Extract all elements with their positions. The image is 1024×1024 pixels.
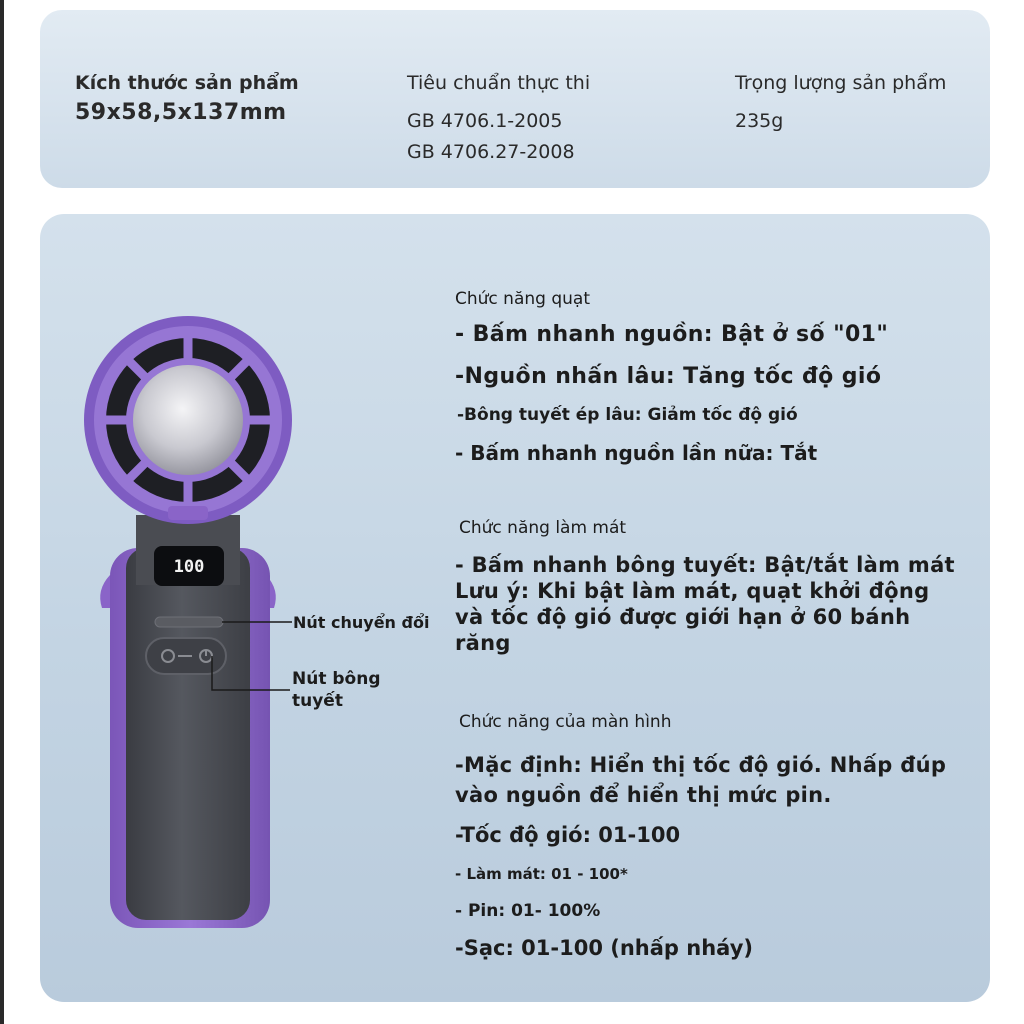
spec-weight-label: Trọng lượng sản phẩm [735, 72, 947, 94]
switch-button[interactable] [155, 617, 223, 627]
spec-standard-label: Tiêu chuẩn thực thi [407, 72, 591, 94]
spec-standard-value: GB 4706.27-2008 [407, 141, 575, 163]
screen-function-title: Chức năng của màn hình [459, 712, 672, 732]
fan-function-line: -Nguồn nhấn lâu: Tăng tốc độ gió [455, 364, 882, 389]
fan-function-line: - Bấm nhanh nguồn lần nữa: Tắt [455, 441, 818, 465]
metal-cooling-plate [133, 365, 243, 475]
screen-function-line: -Tốc độ gió: 01-100 [455, 823, 681, 847]
fan-head [84, 316, 292, 524]
spec-size-value: 59x58,5x137mm [75, 100, 287, 125]
spec-weight-value: 235g [735, 110, 784, 132]
fan-function-line: -Bông tuyết ép lâu: Giảm tốc độ gió [457, 405, 798, 425]
cooling-function-title: Chức năng làm mát [459, 518, 627, 538]
display-value: 100 [173, 557, 205, 577]
screen-function-line: - Làm mát: 01 - 100* [455, 865, 628, 883]
screen-function-line: -Sạc: 01-100 (nhấp nháy) [455, 936, 753, 960]
spec-size-label: Kích thước sản phẩm [75, 72, 299, 94]
screen-function-line: - Pin: 01- 100% [455, 901, 601, 921]
fan-function-title: Chức năng quạt [455, 289, 590, 309]
callout-snowflake-button: Nút bông tuyết [292, 669, 381, 711]
screen-function-default: -Mặc định: Hiển thị tốc độ gió. Nhấp đúp vào nguồn để hiển thị mức pin. [455, 753, 947, 807]
fan-function-line: - Bấm nhanh nguồn: Bật ở số "01" [455, 322, 889, 347]
callout-switch-button: Nút chuyển đổi [293, 613, 430, 632]
cooling-function-text: - Bấm nhanh bông tuyết: Bật/tắt làm mát Lưu ý: Khi bật làm mát, quạt khởi động và tốc độ gió được giới hạn ở 60 bánh răng [455, 553, 955, 655]
body-front [126, 548, 250, 920]
spec-standard-value: GB 4706.1-2005 [407, 110, 563, 132]
